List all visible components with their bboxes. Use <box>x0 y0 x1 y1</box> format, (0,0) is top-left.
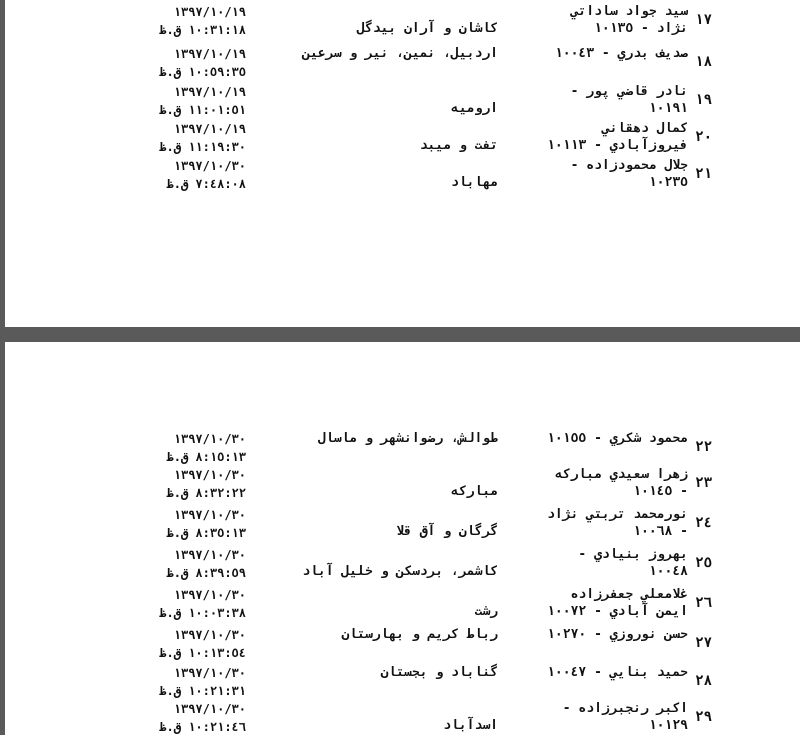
timestamp: ١٣٩٧/١٠/٣٠ ٨:١٥:١٣ ق.ظ <box>166 432 246 464</box>
constituency: كاشان و آران بيدگل <box>357 21 498 36</box>
constituency: مباركه <box>451 484 498 499</box>
representative-name: صديف بدري - ١٠٠٤٣ <box>554 46 688 61</box>
constituency: رباط كريم و بهارستان <box>341 627 498 642</box>
constituency: اسدآباد <box>443 718 498 733</box>
representative-name: غلامعلي جعفرزاده ايمن آبادي - ١٠٠٧٢ <box>547 587 688 619</box>
constituency: اروميه <box>451 101 498 116</box>
row-number: ١٧ <box>695 12 712 28</box>
constituency: كاشمر، بردسكن و خليل آباد <box>302 564 498 579</box>
representative-name: بهروز بنيادي - ١٠٠٤٨ <box>578 547 688 579</box>
row-number: ١٩ <box>695 92 712 108</box>
timestamp: ١٣٩٧/١٠/٣٠ ٨:٣٢:٢٢ ق.ظ <box>166 468 246 500</box>
representative-name: كمال دهقاني فيروزآبادي - ١٠١١٣ <box>547 121 688 153</box>
constituency: اردبيل، نمين، نير و سرعين <box>302 46 498 61</box>
table-row <box>5 430 800 470</box>
timestamp: ١٣٩٧/١٠/٣٠ ١٠:٠٣:٣٨ ق.ظ <box>159 588 246 620</box>
row-number: ٢٢ <box>695 439 712 455</box>
constituency: طوالش، رضوانشهر و ماسال <box>317 431 498 446</box>
representative-name: سيد جواد ساداتي نژاد - ١٠١٣٥ <box>570 4 688 36</box>
document-page-bottom <box>5 342 800 735</box>
representative-name: نادر قاضي پور - ١٠١٩١ <box>570 84 688 116</box>
constituency: مهاباد <box>451 175 498 190</box>
table-row <box>5 466 800 506</box>
row-number: ٢٣ <box>695 475 712 491</box>
constituency: گرگان و آق قلا <box>396 524 498 539</box>
table-row <box>5 506 800 546</box>
table-row <box>5 45 800 85</box>
timestamp: ١٣٩٧/١٠/١٩ ١١:٠١:٥١ ق.ظ <box>159 85 246 117</box>
table-row <box>5 83 800 123</box>
row-number: ٢٩ <box>695 709 712 725</box>
document-page-top <box>5 0 800 327</box>
row-number: ٢٨ <box>695 673 712 689</box>
timestamp: ١٣٩٧/١٠/٣٠ ٧:٤٨:٠٨ ق.ظ <box>166 159 246 191</box>
timestamp: ١٣٩٧/١٠/١٩ ١٠:٥٩:٣٥ ق.ظ <box>159 47 246 79</box>
timestamp: ١٣٩٧/١٠/١٩ ١١:١٩:٣٠ ق.ظ <box>159 122 246 154</box>
representative-name: جلال محمودزاده - ١٠٢٣٥ <box>570 158 688 190</box>
row-number: ١٨ <box>695 54 712 70</box>
table-row <box>5 157 800 197</box>
constituency: گناباد و بجستان <box>380 665 498 680</box>
timestamp: ١٣٩٧/١٠/٣٠ ١٠:٢١:٤٦ ق.ظ <box>159 702 246 734</box>
constituency: رشت <box>474 604 498 619</box>
row-number: ٢٦ <box>695 595 712 611</box>
constituency: تفت و ميبد <box>419 138 498 153</box>
table-row <box>5 586 800 626</box>
row-number: ٢١ <box>695 166 712 182</box>
timestamp: ١٣٩٧/١٠/١٩ ١٠:٣١:١٨ ق.ظ <box>159 5 246 37</box>
timestamp: ١٣٩٧/١٠/٣٠ ١٠:٢١:٣١ ق.ظ <box>159 666 246 698</box>
table-row <box>5 546 800 586</box>
row-number: ٢٧ <box>695 635 712 651</box>
timestamp: ١٣٩٧/١٠/٣٠ ٨:٣٩:٥٩ ق.ظ <box>166 548 246 580</box>
representative-name: حميد بنايي - ١٠٠٤٧ <box>547 665 688 680</box>
timestamp: ١٣٩٧/١٠/٣٠ ٨:٣٥:١٣ ق.ظ <box>166 508 246 540</box>
table-row <box>5 700 800 735</box>
representative-name: زهرا سعيدي مباركه - ١٠١٤٥ <box>554 467 688 499</box>
row-number: ٢٠ <box>695 129 712 145</box>
table-row <box>5 120 800 160</box>
table-row <box>5 3 800 43</box>
representative-name: نورمحمد تربتي نژاد - ١٠٠٦٨ <box>547 507 688 539</box>
row-number: ٢٤ <box>695 515 712 531</box>
representative-name: محمود شكري - ١٠١٥٥ <box>547 431 688 446</box>
representative-name: اكبر رنجبرزاده - ١٠١٢٩ <box>562 701 688 733</box>
table-row <box>5 626 800 666</box>
table-row <box>5 664 800 704</box>
row-number: ٢٥ <box>695 555 712 571</box>
representative-name: حسن نوروزي - ١٠٢٧٠ <box>547 627 688 642</box>
timestamp: ١٣٩٧/١٠/٣٠ ١٠:١٣:٥٤ ق.ظ <box>159 628 246 660</box>
